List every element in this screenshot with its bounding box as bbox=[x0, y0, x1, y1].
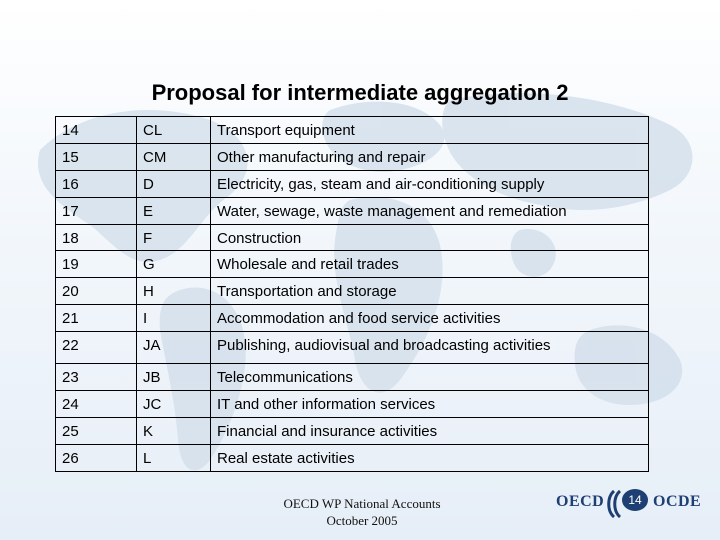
table-row bbox=[56, 171, 649, 198]
row-description: Electricity, gas, steam and air-conditioning supply bbox=[211, 171, 649, 198]
row-description: Telecommunications bbox=[211, 364, 649, 391]
row-description: Transport equipment bbox=[211, 117, 649, 144]
row-letter: G bbox=[137, 251, 211, 278]
footer bbox=[262, 495, 462, 529]
table-row bbox=[56, 225, 649, 251]
table-row bbox=[56, 364, 649, 391]
row-code: 22 bbox=[56, 332, 137, 364]
row-code: 21 bbox=[56, 305, 137, 332]
row-letter: I bbox=[137, 305, 211, 332]
row-description: Accommodation and food service activities bbox=[211, 305, 649, 332]
row-code: 25 bbox=[56, 418, 137, 445]
row-letter: CL bbox=[137, 117, 211, 144]
row-code: 24 bbox=[56, 391, 137, 418]
row-code: 18 bbox=[56, 225, 137, 251]
row-code: 15 bbox=[56, 144, 137, 171]
table-row bbox=[56, 251, 649, 278]
oecd-emblem-icon bbox=[604, 489, 622, 519]
row-description: Water, sewage, waste management and remediation bbox=[211, 198, 649, 225]
footer-line-1: OECD WP National Accounts bbox=[283, 496, 441, 511]
row-code: 17 bbox=[56, 198, 137, 225]
row-letter: L bbox=[137, 445, 211, 472]
footer-line-2: October 2005 bbox=[326, 513, 398, 528]
table-row bbox=[56, 332, 649, 364]
row-description: Transportation and storage bbox=[211, 278, 649, 305]
row-letter: CM bbox=[137, 144, 211, 171]
row-description: Other manufacturing and repair bbox=[211, 144, 649, 171]
row-description: Construction bbox=[211, 225, 649, 251]
row-code: 19 bbox=[56, 251, 137, 278]
row-code: 16 bbox=[56, 171, 137, 198]
row-code: 26 bbox=[56, 445, 137, 472]
row-letter: JA bbox=[137, 332, 211, 364]
row-description: IT and other information services bbox=[211, 391, 649, 418]
row-description: Wholesale and retail trades bbox=[211, 251, 649, 278]
table-row bbox=[56, 117, 649, 144]
row-letter: JB bbox=[137, 364, 211, 391]
row-description: Publishing, audiovisual and broadcasting activities bbox=[211, 332, 649, 364]
row-description: Real estate activities bbox=[211, 445, 649, 472]
table-row bbox=[56, 391, 649, 418]
table-row bbox=[56, 198, 649, 225]
row-description: Financial and insurance activities bbox=[211, 418, 649, 445]
page-title: Proposal for intermediate aggregation 2 bbox=[151, 80, 569, 105]
row-code: 14 bbox=[56, 117, 137, 144]
row-code: 23 bbox=[56, 364, 137, 391]
row-letter: E bbox=[137, 198, 211, 225]
table-row bbox=[56, 305, 649, 332]
page-number: 14 bbox=[622, 489, 648, 511]
row-letter: K bbox=[137, 418, 211, 445]
aggregation-table bbox=[55, 116, 649, 472]
row-letter: F bbox=[137, 225, 211, 251]
table-row bbox=[56, 418, 649, 445]
row-code: 20 bbox=[56, 278, 137, 305]
logo-oecd-text: OECD bbox=[556, 493, 605, 510]
row-letter: JC bbox=[137, 391, 211, 418]
table-row bbox=[56, 278, 649, 305]
logo-ocde-text: OCDE bbox=[653, 493, 702, 510]
table-row bbox=[56, 445, 649, 472]
table-row bbox=[56, 144, 649, 171]
row-letter: H bbox=[137, 278, 211, 305]
row-letter: D bbox=[137, 171, 211, 198]
